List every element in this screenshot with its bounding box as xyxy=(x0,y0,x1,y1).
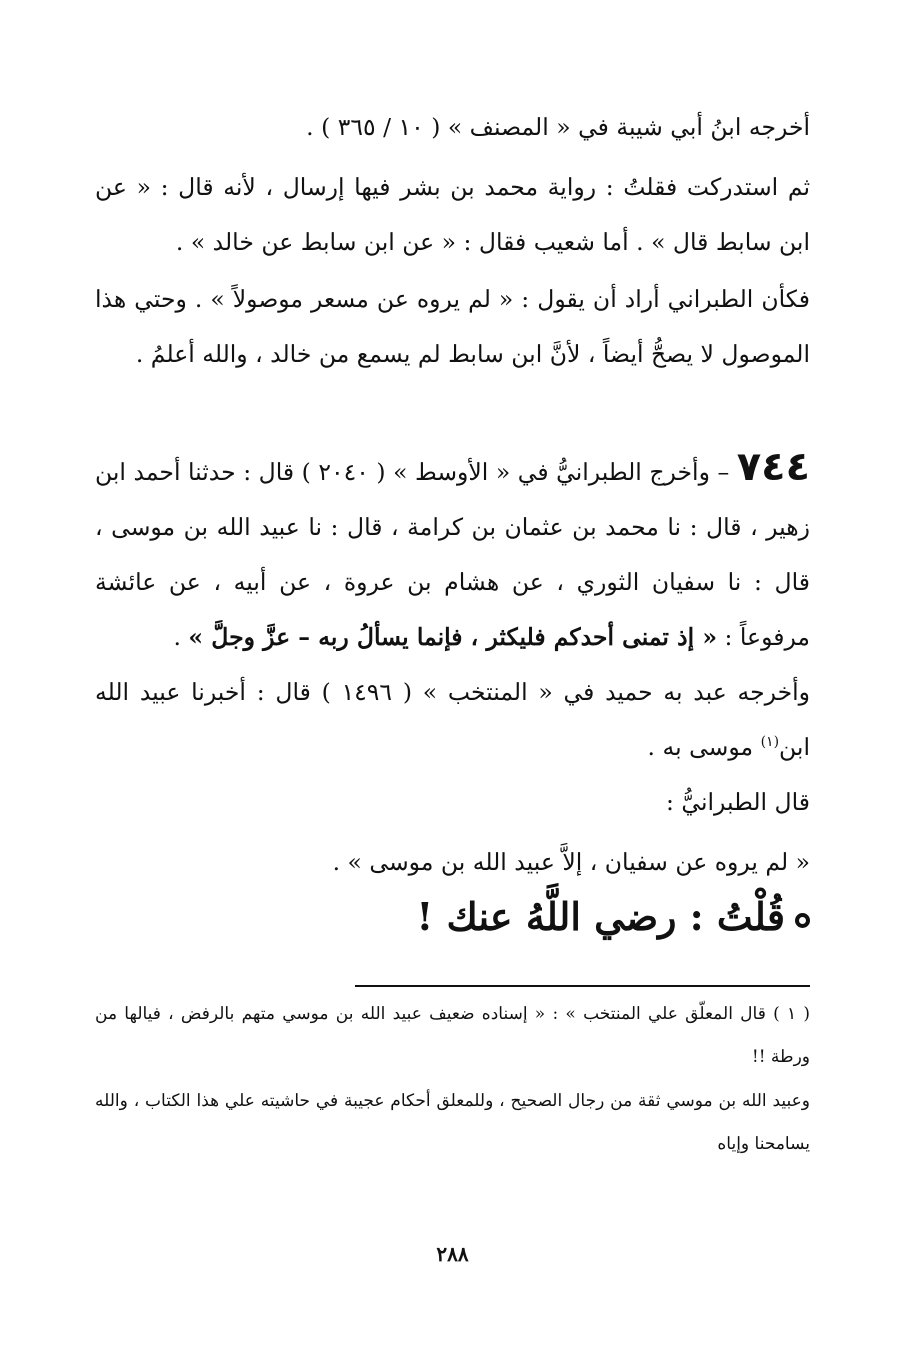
paragraph-takhrij xyxy=(95,665,810,775)
takhrij-text-end: موسى به . xyxy=(647,733,761,761)
hadith-isnad: – وأخرج الطبرانيُّ في « الأوسط » ( ٢٠٤٠ ) قال : حدثنا أحمد ابن زهير ، قال : نا محمد بن عثمان بن كرامة ، قال : نا عبيد الله بن موسى ، قال : نا سفيان الثوري ، عن هشام بن عروة ، عن أبيه ، عن عائشة مرفوعاً : xyxy=(95,458,810,651)
bullet-icon xyxy=(795,913,810,928)
paragraph-istidrak: ثم استدركت فقلتُ : رواية محمد بن بشر فيها إرسال ، لأنه قال : « عن ابن سابط قال » . أما شعيب فقال : « عن ابن سابط عن خالد » . xyxy=(95,173,810,256)
footnote-separator xyxy=(355,985,810,987)
hadith-end: . xyxy=(173,623,189,651)
paragraph-ibn-abi-shaybah: أخرجه ابنُ أبي شيبة في « المصنف » ( ١٠ / ٣٦٥ ) . xyxy=(306,113,810,141)
qultu-text: قُلْتُ : رضي اللَّهُ عنك ! xyxy=(416,894,785,939)
book-page xyxy=(95,0,810,1365)
footnote-1: ( ١ ) قال المعلّق علي المنتخب » : « إسناده ضعيف عبيد الله بن موسي متهم بالرفض ، فيالها من ورطة !! xyxy=(95,1004,810,1067)
takhrij-text: وأخرجه عبد به حميد في « المنتخب » ( ١٤٩٦ ) قال : أخبرنا عبيد الله ابن xyxy=(95,678,810,761)
hadith-number: ٧٤٤ xyxy=(736,444,810,490)
page-number: ٢٨٨ xyxy=(436,1242,469,1266)
hadith-matn: « إذ تمنى أحدكم فليكثر ، فإنما يسألُ ربه – عزَّ وجلَّ » xyxy=(188,623,718,651)
tabarani-quote: « لم يروه عن سفيان ، إلاَّ عبيد الله بن موسى » . xyxy=(332,848,810,876)
footnote-reference: (١) xyxy=(760,734,780,751)
paragraph-tabarani-intent: فكأن الطبراني أراد أن يقول : « لم يروه عن مسعر موصولاً » . وحتي هذا الموصول لا يصحُّ أيضاً ، لأنَّ ابن سابط لم يسمع من خالد ، والله أعلمُ . xyxy=(95,285,810,368)
qultu-heading xyxy=(95,887,810,947)
hadith-744-paragraph xyxy=(95,440,810,665)
footnote-2: وعبيد الله بن موسي ثقة من رجال الصحيح ، وللمعلق أحكام عجيبة في حاشيته علي هذا الكتاب ، والله يسامحنا وإياه xyxy=(95,1091,810,1154)
tabarani-said: قال الطبرانيُّ : xyxy=(665,788,810,816)
